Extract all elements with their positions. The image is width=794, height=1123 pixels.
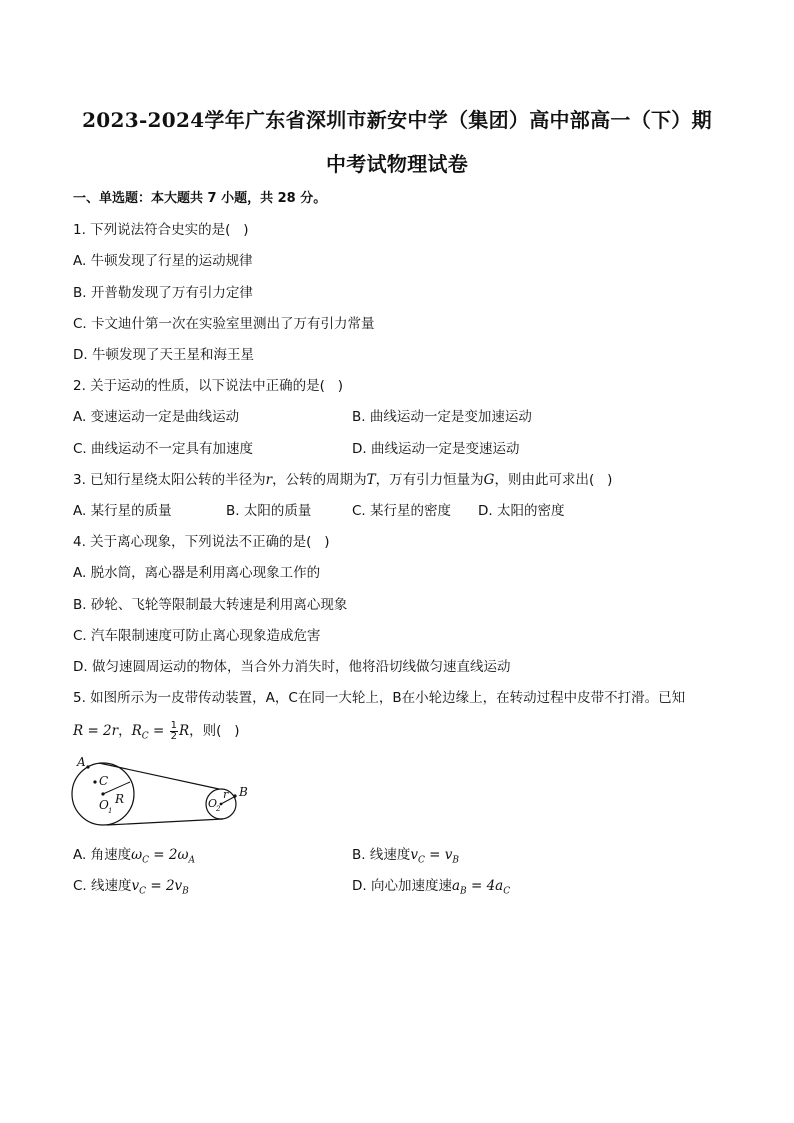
q3-stem-part-4: ，则由此可求出( ) xyxy=(494,472,613,488)
q5-d-mid: = 4a xyxy=(466,878,504,894)
q5-d-text: D. 向心加速度速 xyxy=(352,878,452,894)
q3-stem-part-1: 3. 已知行星绕太阳公转的半径为 xyxy=(73,472,266,488)
q5-equation-Rc xyxy=(131,723,169,742)
q1-option-c: C. 卡文迪什第一次在实验室里测出了万有引力常量 xyxy=(73,316,375,332)
q5-equation-R: R = 2r xyxy=(73,723,119,739)
q5-a-mid: = 2ω xyxy=(149,847,189,863)
q3-symbol-T: T xyxy=(366,472,376,488)
q5-d-sub1: B xyxy=(460,886,467,897)
point-a-dot xyxy=(86,765,89,768)
q4-option-d: D. 做匀速圆周运动的物体，当合外力消失时，他将沿切线做匀速直线运动 xyxy=(73,659,511,675)
q2-option-c: C. 曲线运动不一定具有加速度 xyxy=(73,441,254,457)
q5-b-sub2: B xyxy=(452,855,460,866)
q5-b-text: B. 线速度 xyxy=(352,847,411,863)
q3-stem-part-2: ，公转的周期为 xyxy=(272,472,367,488)
q5-rc-subscript: C xyxy=(141,731,149,742)
q5-c-formula xyxy=(131,878,189,897)
label-r: r xyxy=(223,788,229,801)
q5-option-c xyxy=(73,874,189,897)
section-heading: 一、单选题：本大题共 7 小题，共 28 分。 xyxy=(73,191,327,206)
label-A: A xyxy=(77,755,86,769)
q3-stem xyxy=(73,468,612,488)
q2-option-b: B. 曲线运动一定是变加速运动 xyxy=(352,409,532,425)
q5-rc-symbol: R xyxy=(131,723,142,739)
q4-option-b: B. 砂轮、飞轮等限制最大转速是利用离心现象 xyxy=(73,597,348,613)
q5-stem-line-2 xyxy=(73,719,240,742)
belt-bottom xyxy=(107,819,223,825)
q5-d-sub2: C xyxy=(503,886,511,897)
q3-stem-part-3: ，万有引力恒量为 xyxy=(375,472,484,488)
q5-a-formula xyxy=(131,847,195,866)
q5-c-text: C. 线速度 xyxy=(73,878,132,894)
q5-b-mid: = v xyxy=(424,847,453,863)
center-o1-dot xyxy=(101,792,104,795)
exam-title-line-1: 2023-2024学年广东省深圳市新安中学（集团）高中部高一（下）期 xyxy=(82,108,712,132)
q5-fraction-one-half xyxy=(170,721,178,742)
q3-option-a: A. 某行星的质量 xyxy=(73,503,172,519)
q3-option-c: C. 某行星的密度 xyxy=(352,503,452,519)
fraction-denominator: 2 xyxy=(170,730,177,742)
q5-separator: ， xyxy=(118,723,132,739)
belt-top xyxy=(99,763,219,789)
q5-d-symbol: a xyxy=(451,878,461,894)
q5-c-symbol: v xyxy=(131,878,140,894)
belt-drive-diagram xyxy=(68,754,253,830)
q5-b-sub1: C xyxy=(418,855,425,866)
label-R: R xyxy=(115,792,125,806)
q5-equals: = xyxy=(148,723,169,739)
q5-option-b xyxy=(352,843,459,866)
label-O1: O xyxy=(99,798,109,812)
q2-stem: 2. 关于运动的性质，以下说法中正确的是( ) xyxy=(73,378,344,394)
q3-symbol-G: G xyxy=(483,472,495,488)
exam-title-line-2: 中考试物理试卷 xyxy=(325,152,469,176)
point-b-dot xyxy=(233,794,236,797)
q1-stem: 1. 下列说法符合史实的是( ) xyxy=(73,222,249,238)
q3-symbol-r: r xyxy=(265,472,273,488)
q5-rc-tail: R xyxy=(178,723,190,739)
q5-d-formula xyxy=(451,878,511,897)
point-c-dot xyxy=(93,780,96,783)
q1-option-b: B. 开普勒发现了万有引力定律 xyxy=(73,285,253,301)
q1-option-a: A. 牛顿发现了行星的运动规律 xyxy=(73,253,253,269)
q5-stem-line-1: 5. 如图所示为一皮带传动装置，A，C在同一大轮上，B在小轮边缘上，在转动过程中皮带不打滑。已知 xyxy=(73,690,686,706)
q2-option-a: A. 变速运动一定是曲线运动 xyxy=(73,409,240,425)
q4-option-c: C. 汽车限制速度可防止离心现象造成危害 xyxy=(73,628,321,644)
q5-a-text: A. 角速度 xyxy=(73,847,132,863)
label-C: C xyxy=(99,774,109,788)
q5-a-sub2: A xyxy=(188,855,195,866)
q1-option-d: D. 牛顿发现了天王星和海王星 xyxy=(73,347,254,363)
q5-option-d xyxy=(352,874,510,897)
q2-option-d: D. 曲线运动一定是变速运动 xyxy=(352,441,520,457)
label-O2-sub: 2 xyxy=(216,805,221,813)
q5-a-sub1: C xyxy=(142,855,149,866)
q3-option-b: B. 太阳的质量 xyxy=(226,503,312,519)
q5-c-sub1: C xyxy=(139,886,147,897)
q3-option-d: D. 太阳的密度 xyxy=(478,503,565,519)
q5-option-a xyxy=(73,843,195,866)
q5-c-sub2: B xyxy=(182,886,189,897)
q4-option-a: A. 脱水筒，离心器是利用离心现象工作的 xyxy=(73,565,321,581)
q5-b-formula xyxy=(410,847,460,866)
q4-stem: 4. 关于离心现象，下列说法不正确的是( ) xyxy=(73,534,330,550)
label-O1-sub: 1 xyxy=(108,807,113,815)
q5-b-symbol: v xyxy=(410,847,418,863)
label-O2: O xyxy=(208,797,218,810)
q5-a-symbol: ω xyxy=(131,847,143,863)
fraction-numerator: 1 xyxy=(170,719,177,731)
q5-c-mid: = 2v xyxy=(146,878,183,894)
q5-stem-tail: ，则( ) xyxy=(189,723,240,739)
label-B: B xyxy=(239,785,248,799)
